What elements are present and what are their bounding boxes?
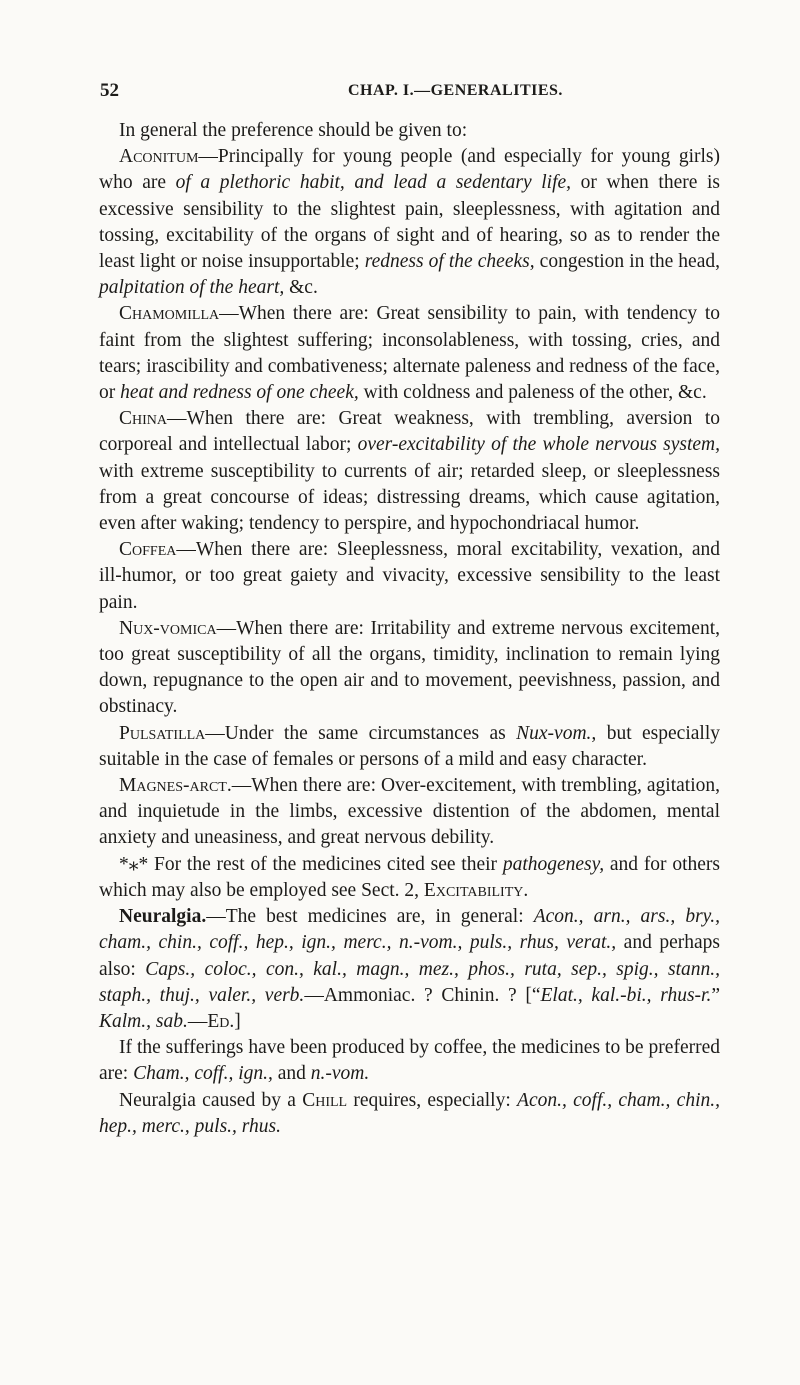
remedy-name: Pulsatilla — [119, 722, 206, 744]
remedy-name: Chamomilla — [119, 303, 220, 325]
emphasis-text: Kalm., sab. — [99, 1010, 188, 1032]
paragraph-text: —The best medicines are, in general: — [206, 906, 534, 928]
paragraph-text: but especially suitable in the case of females or persons of a mild and easy character. — [99, 722, 720, 770]
emphasis-text: of a plethoric habit, and lead a sedentary life, — [175, 172, 572, 194]
coffee-paragraph — [99, 1035, 720, 1087]
paragraph-text: —Principally for young people (and especially for young girls) who are — [99, 146, 720, 194]
paragraph-text: — — [187, 1010, 208, 1032]
coffea-paragraph — [99, 537, 720, 616]
emphasis-text: Elat., kal.-bi., rhus-r. — [540, 984, 712, 1006]
intro-paragraph — [99, 118, 720, 144]
paragraph-text: —When there are: Great weakness, with trembling, aversion to corporeal and intellectual labor; — [99, 408, 720, 456]
emphasis-text: heat and redness of one cheek, — [120, 382, 359, 404]
chamomilla-paragraph — [99, 301, 720, 406]
paragraph-text: —When there are: Irritability and extreme nervous excitement, too great susceptibility of all the organs, timidity, inclination to remain lying down, repugnance to the open air and to movement, peevishness, passion, and obstinacy. — [99, 617, 720, 718]
page-header — [100, 80, 720, 104]
paragraph-text: —When there are: Sleeplessness, moral excitability, vexation, and ill-humor, or too great gaiety and vivacity, excessive sensibility to the least pain. — [99, 539, 720, 613]
paragraph-text: or when there is excessive sensibility to the slightest pain, sleeplessness, with agitation and tossing, excitability of the organs of sight and of hearing, so as to render the least light or noise insupportable; — [99, 172, 721, 273]
paragraph-text: —Ammoniac. ? Chinin. ? [“ — [304, 984, 541, 1006]
page-body — [99, 118, 720, 1140]
remedy-name: Magnes-arct. — [119, 775, 232, 797]
china-paragraph — [99, 406, 720, 537]
paragraph-text: and for others which may also be employed see Sect. 2, — [99, 853, 720, 901]
paragraph-text: —Under the same circumstances as — [205, 722, 517, 744]
small-caps-term: Chill — [302, 1089, 348, 1111]
pulsatilla-paragraph — [99, 721, 720, 773]
intro-text: In general the preference should be given to: — [119, 120, 468, 141]
remedy-name: Nux-vomica — [119, 617, 217, 639]
paragraph-text: and — [272, 1063, 311, 1085]
paragraph-text: congestion in the head, — [534, 251, 720, 273]
emphasis-text: redness of the cheeks, — [364, 251, 535, 273]
nux-vomica-paragraph — [99, 616, 720, 721]
neuralgia-paragraph — [99, 904, 720, 1035]
section-heading: Neuralgia. — [119, 906, 207, 928]
section-reference: Excitability. — [423, 879, 529, 901]
editor-mark: Ed. — [207, 1010, 235, 1032]
note-paragraph — [99, 852, 720, 904]
emphasis-text: pathogenesy, — [502, 853, 605, 875]
aconitum-paragraph — [99, 144, 720, 301]
running-head: CHAP. I.—GENERALITIES. — [348, 82, 563, 99]
remedy-name: Coffea — [119, 539, 177, 561]
chill-paragraph — [99, 1088, 720, 1140]
paragraph-text: ] — [234, 1010, 241, 1032]
paragraph-text: with coldness and paleness of the other, &c. — [358, 382, 707, 404]
paragraph-text: ” — [711, 984, 720, 1006]
emphasis-text: Cham., coff., ign., — [133, 1063, 273, 1085]
emphasis-text: Nux-vom., — [516, 722, 597, 744]
page-number: 52 — [100, 80, 119, 101]
asterism-mark: *⁎* — [119, 853, 149, 875]
magnes-arct-paragraph — [99, 773, 720, 852]
paragraph-text: requires, especially: — [347, 1089, 518, 1111]
paragraph-text: with extreme susceptibility to currents of air; retarded sleep, or sleeplessness from a great concourse of ideas; distressing dreams, which cause agitation, even after waking; tendency to perspire, and hypochondriacal humor. — [99, 460, 720, 535]
paragraph-text: and perhaps also: — [99, 932, 720, 980]
emphasis-text: Caps., coloc., con., kal., magn., mez., phos., ruta, sep., spig., stann., staph., thuj., valer., verb. — [99, 958, 720, 1006]
paragraph-text: If the sufferings have been produced by coffee, the medicines to be preferred are: — [99, 1037, 720, 1085]
paragraph-text: —When there are: Over-excitement, with trembling, agitation, and inquietude in the limbs, excessive distention of the abdomen, mental anxiety and uneasiness, and great nervous debility. — [99, 775, 720, 849]
emphasis-text: Acon., arn., ars., bry., cham., chin., coff., hep., ign., merc., n.-vom., puls., rhus, verat., — [99, 906, 720, 954]
emphasis-text: n.-vom. — [310, 1063, 370, 1085]
remedy-name: China — [119, 408, 167, 430]
paragraph-text: For the rest of the medicines cited see their — [148, 853, 503, 875]
emphasis-text: over-excitability of the whole nervous system, — [357, 434, 720, 456]
emphasis-text: Acon., coff., cham., chin., hep., merc., puls., rhus. — [99, 1089, 720, 1137]
paragraph-text: &c. — [284, 277, 318, 299]
emphasis-text: palpitation of the heart, — [99, 277, 285, 299]
paragraph-text: Neuralgia caused by a — [119, 1089, 303, 1111]
remedy-name: Aconitum — [119, 146, 199, 168]
paragraph-text: —When there are: Great sensibility to pain, with tendency to faint from the slightest suffering; inconsolableness, with tossing, cries, and tears; irascibility and combativeness; alternate paleness and redness of the face, or — [99, 303, 720, 404]
